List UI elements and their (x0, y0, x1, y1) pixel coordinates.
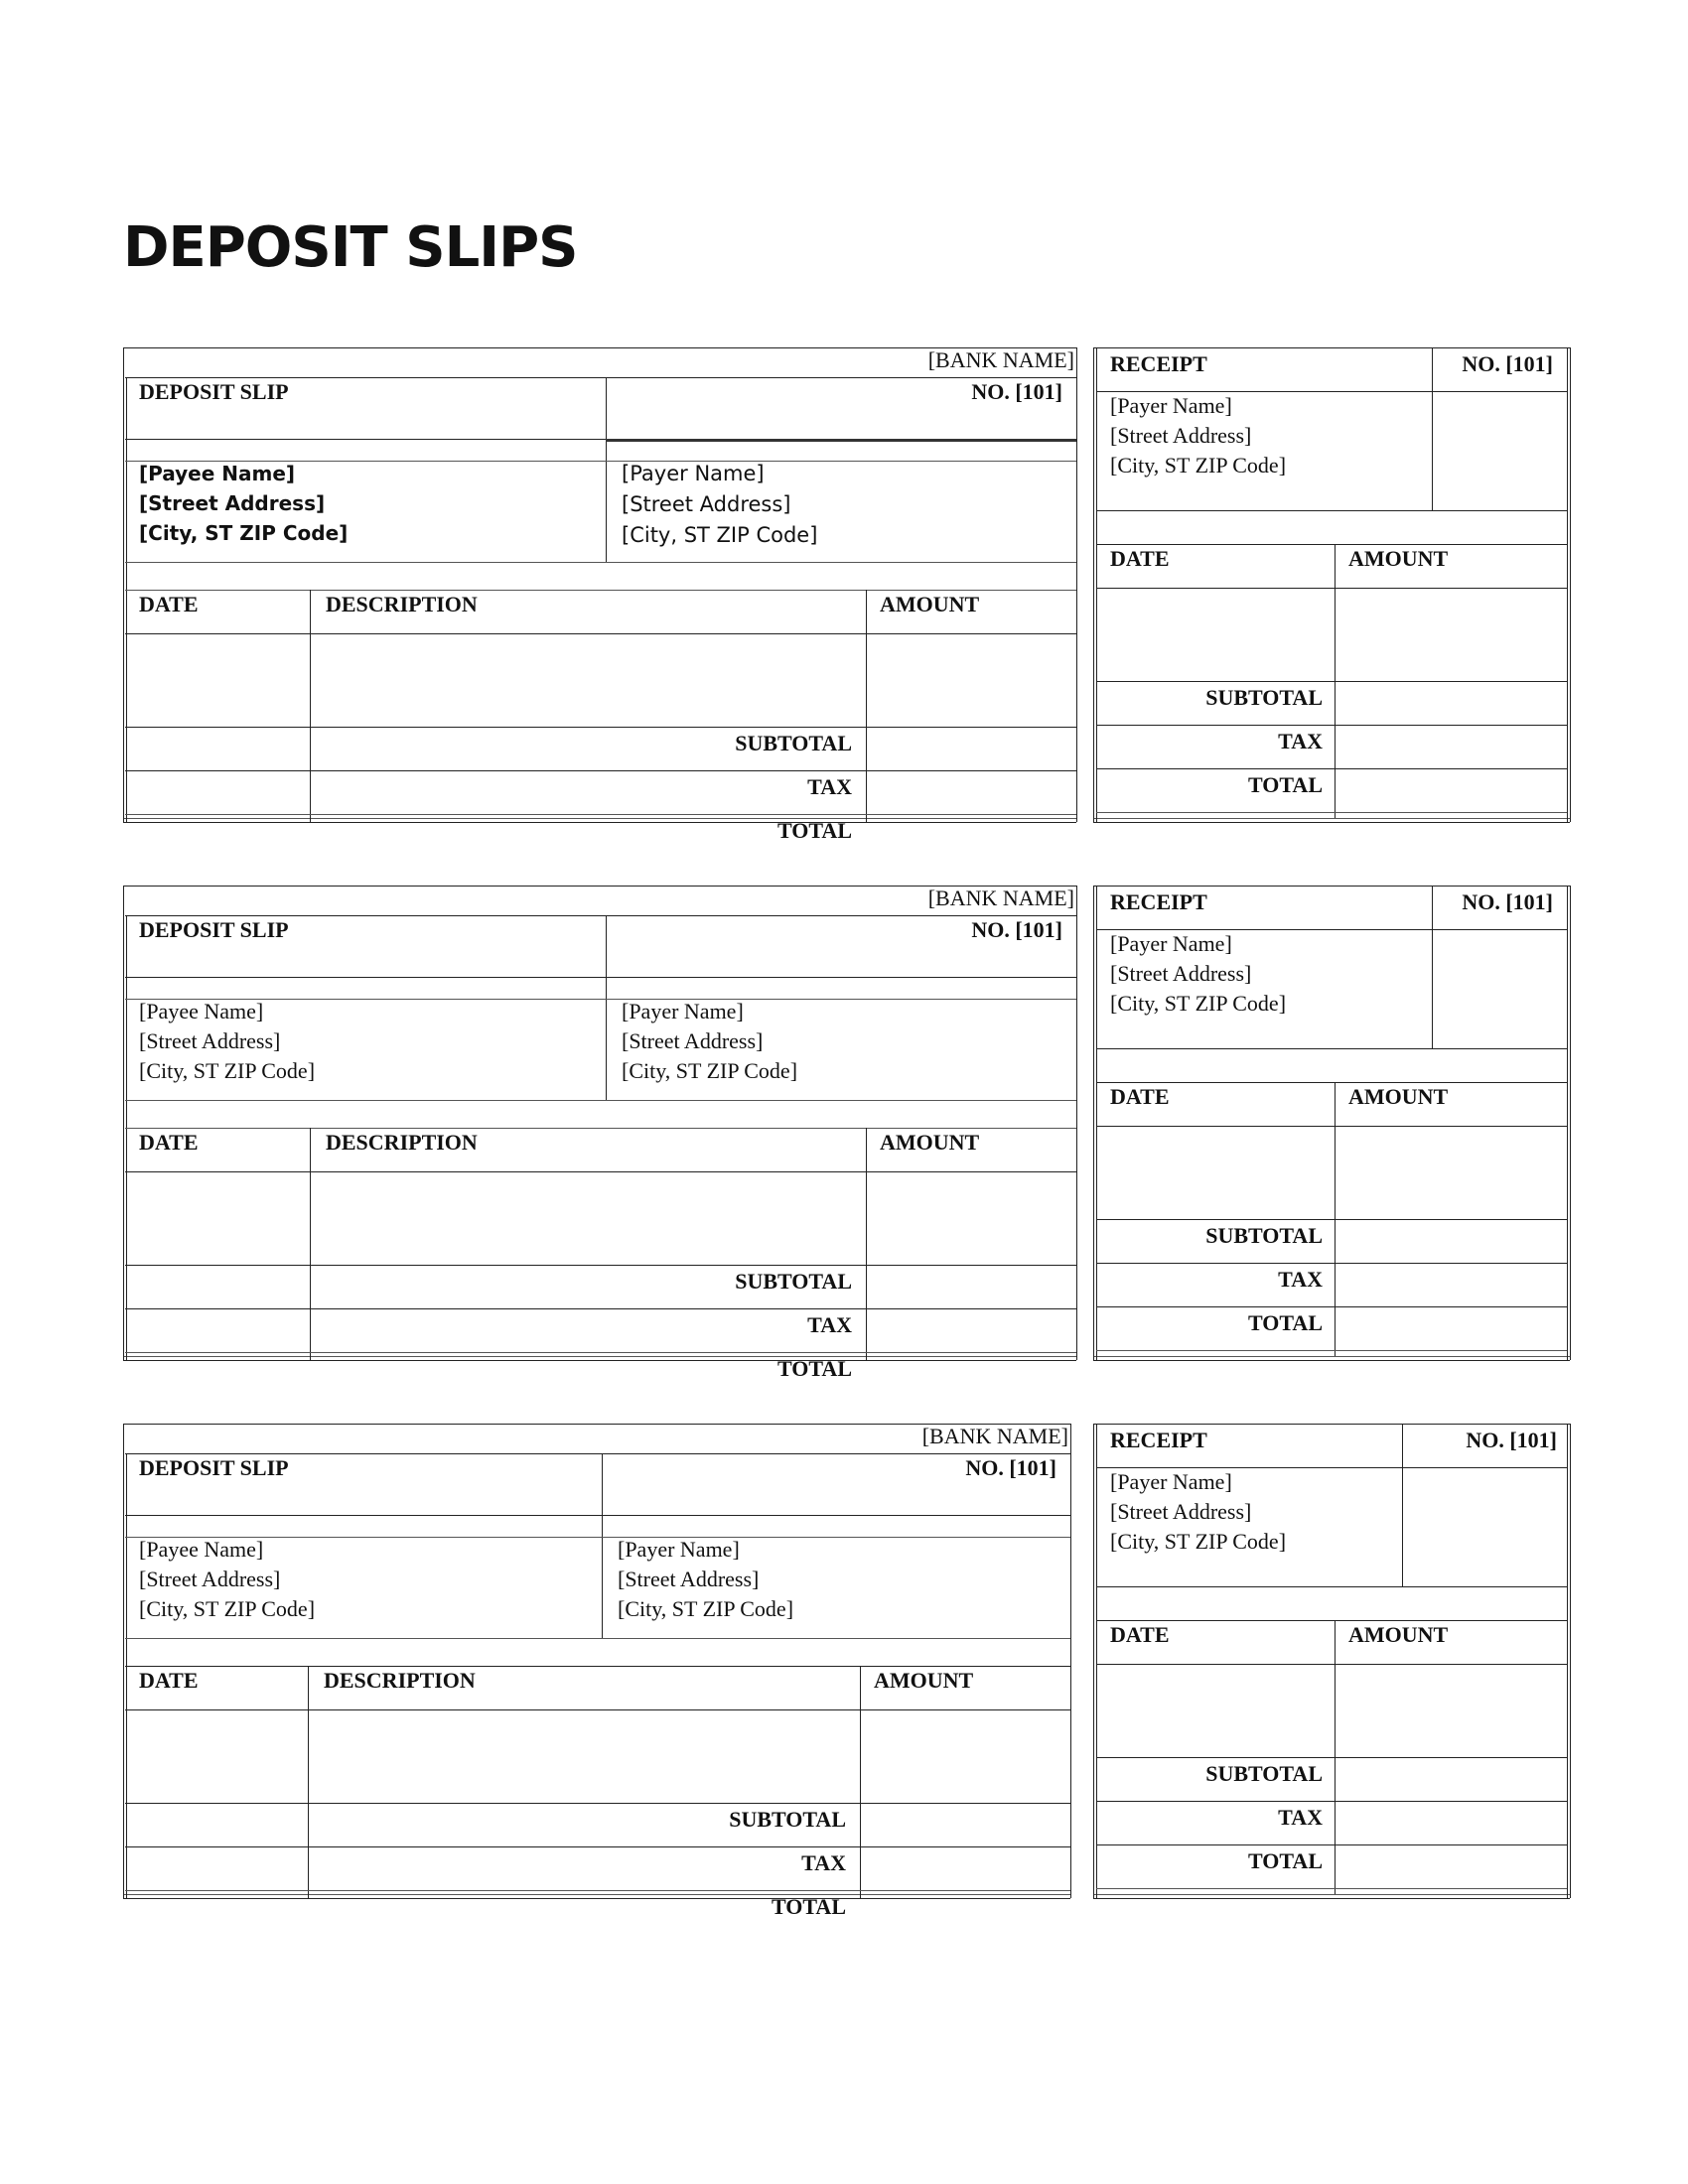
payer-address (618, 1535, 793, 1624)
tax-label: TAX (807, 1312, 852, 1337)
receipt-tax-label: TAX (1278, 1805, 1323, 1830)
receipt-payer-address (1110, 391, 1286, 480)
page-title: DEPOSIT SLIPS (123, 215, 578, 280)
payer-street: [Street Address] (622, 492, 791, 516)
payer-name: [Payer Name] (618, 1537, 740, 1562)
receipt-payer-street: [Street Address] (1110, 1499, 1252, 1524)
receipt-label: RECEIPT (1110, 889, 1207, 914)
bank-name: [BANK NAME] (927, 347, 1074, 372)
payee-street: [Street Address] (139, 1567, 281, 1591)
receipt-amount-header: AMOUNT (1348, 546, 1449, 571)
receipt-payer-city: [City, ST ZIP Code] (1110, 1529, 1287, 1554)
bank-name: [BANK NAME] (927, 886, 1074, 910)
payee-address (139, 1535, 315, 1624)
total-label: TOTAL (777, 818, 852, 843)
receipt-number: NO. [101] (1462, 889, 1553, 914)
receipt-tax-label: TAX (1278, 1267, 1323, 1292)
payee-name: [Payee Name] (139, 462, 296, 485)
receipt-subtotal-label: SUBTOTAL (1205, 1223, 1323, 1248)
payee-city: [City, ST ZIP Code] (139, 1058, 316, 1083)
receipt-date-header: DATE (1110, 1622, 1170, 1647)
payee-address (139, 997, 315, 1086)
receipt-subtotal-label: SUBTOTAL (1205, 1761, 1323, 1786)
tax-label: TAX (807, 774, 852, 799)
receipt-payer-name: [Payer Name] (1110, 393, 1232, 418)
total-label: TOTAL (777, 1356, 852, 1381)
payer-name: [Payer Name] (622, 462, 765, 485)
receipt-number: NO. [101] (1462, 351, 1553, 376)
receipt-payer-city: [City, ST ZIP Code] (1110, 453, 1287, 478)
receipt-payer-address (1110, 1467, 1286, 1557)
amount-header: AMOUNT (880, 1130, 980, 1155)
payee-name: [Payee Name] (139, 1537, 264, 1562)
tax-label: TAX (801, 1850, 846, 1875)
payee-street: [Street Address] (139, 1028, 281, 1053)
slip-number: NO. [101] (971, 379, 1062, 404)
deposit-slip-label: DEPOSIT SLIP (139, 379, 289, 404)
receipt-date-header: DATE (1110, 546, 1170, 571)
description-header: DESCRIPTION (326, 592, 478, 616)
payee-city: [City, ST ZIP Code] (139, 521, 349, 545)
receipt-date-header: DATE (1110, 1084, 1170, 1109)
bank-name: [BANK NAME] (921, 1424, 1068, 1448)
date-header: DATE (139, 1668, 199, 1693)
description-header: DESCRIPTION (326, 1130, 478, 1155)
payer-street: [Street Address] (618, 1567, 760, 1591)
subtotal-label: SUBTOTAL (729, 1807, 846, 1832)
receipt-payer-street: [Street Address] (1110, 961, 1252, 986)
receipt-number: NO. [101] (1466, 1428, 1557, 1452)
payee-street: [Street Address] (139, 491, 326, 515)
payer-city: [City, ST ZIP Code] (622, 1058, 798, 1083)
receipt-total-label: TOTAL (1248, 1848, 1323, 1873)
payer-street: [Street Address] (622, 1028, 764, 1053)
receipt-payer-name: [Payer Name] (1110, 1469, 1232, 1494)
amount-header: AMOUNT (874, 1668, 974, 1693)
payer-name: [Payer Name] (622, 999, 744, 1024)
payee-city: [City, ST ZIP Code] (139, 1596, 316, 1621)
payer-address (622, 997, 797, 1086)
payer-address (622, 459, 817, 551)
amount-header: AMOUNT (880, 592, 980, 616)
receipt-tax-label: TAX (1278, 729, 1323, 753)
receipt-subtotal-label: SUBTOTAL (1205, 685, 1323, 710)
slip-number: NO. [101] (971, 917, 1062, 942)
description-header: DESCRIPTION (324, 1668, 476, 1693)
receipt-payer-name: [Payer Name] (1110, 931, 1232, 956)
receipt-payer-city: [City, ST ZIP Code] (1110, 991, 1287, 1016)
subtotal-label: SUBTOTAL (735, 1269, 852, 1294)
receipt-amount-header: AMOUNT (1348, 1622, 1449, 1647)
payer-city: [City, ST ZIP Code] (618, 1596, 794, 1621)
date-header: DATE (139, 592, 199, 616)
payee-address (139, 459, 348, 548)
receipt-total-label: TOTAL (1248, 772, 1323, 797)
subtotal-label: SUBTOTAL (735, 731, 852, 755)
payee-name: [Payee Name] (139, 999, 264, 1024)
total-label: TOTAL (772, 1894, 846, 1919)
receipt-payer-street: [Street Address] (1110, 423, 1252, 448)
date-header: DATE (139, 1130, 199, 1155)
slip-number: NO. [101] (965, 1455, 1056, 1480)
receipt-label: RECEIPT (1110, 1428, 1207, 1452)
deposit-slip-label: DEPOSIT SLIP (139, 917, 289, 942)
receipt-payer-address (1110, 929, 1286, 1019)
deposit-slip-label: DEPOSIT SLIP (139, 1455, 289, 1480)
payer-city: [City, ST ZIP Code] (622, 523, 818, 547)
receipt-label: RECEIPT (1110, 351, 1207, 376)
receipt-total-label: TOTAL (1248, 1310, 1323, 1335)
receipt-amount-header: AMOUNT (1348, 1084, 1449, 1109)
